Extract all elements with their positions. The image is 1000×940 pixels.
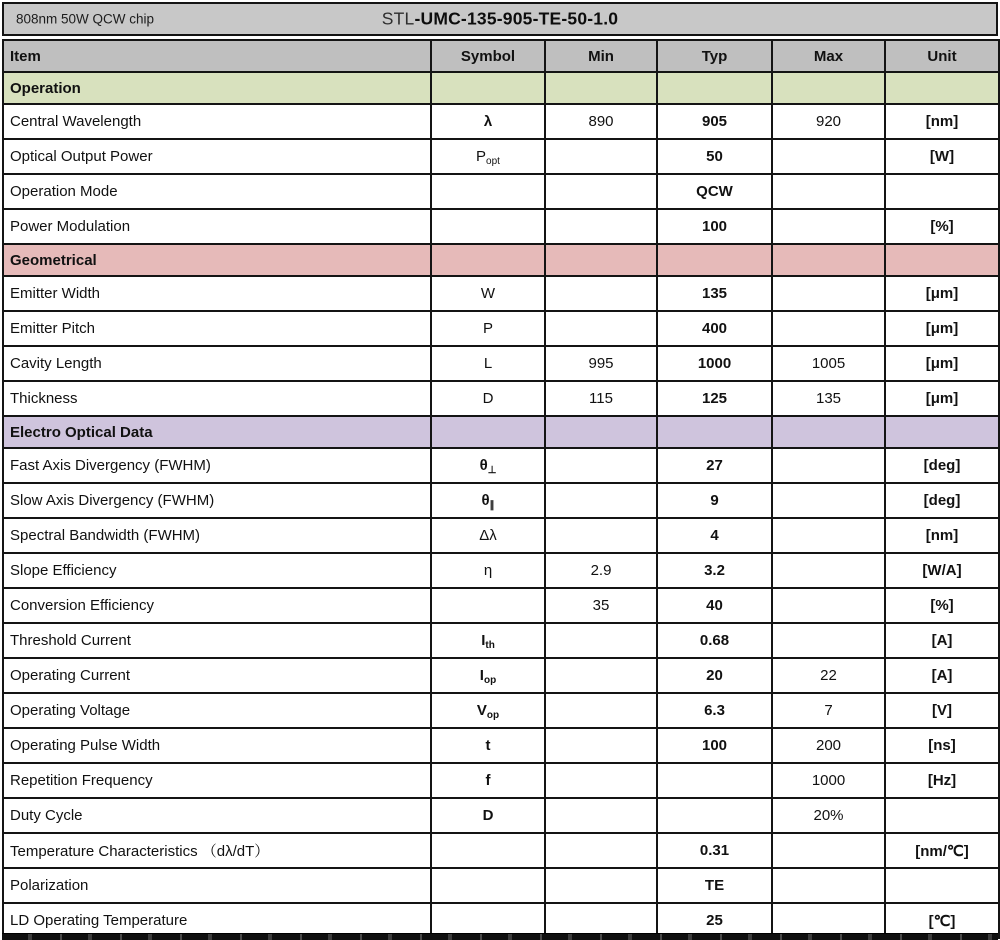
min-cell bbox=[545, 276, 657, 311]
min-cell bbox=[545, 483, 657, 518]
table-row bbox=[3, 553, 999, 588]
symbol-text: t bbox=[485, 737, 491, 754]
min-cell: 890 bbox=[545, 104, 657, 139]
model-suffix: -UMC-135-905-TE-50-1.0 bbox=[414, 8, 619, 29]
max-cell: 20% bbox=[772, 798, 885, 833]
min-cell bbox=[545, 833, 657, 868]
section-empty-cell bbox=[545, 244, 657, 276]
item-cell: LD Operating Temperature bbox=[3, 903, 431, 938]
unit-cell: [μm] bbox=[885, 381, 999, 416]
item-cell: Optical Output Power bbox=[3, 139, 431, 174]
section-empty-cell bbox=[657, 416, 772, 448]
min-cell: 115 bbox=[545, 381, 657, 416]
table-row bbox=[3, 448, 999, 483]
min-cell: 2.9 bbox=[545, 553, 657, 588]
max-cell: 22 bbox=[772, 658, 885, 693]
symbol-cell bbox=[431, 276, 545, 311]
table-row bbox=[3, 588, 999, 623]
unit-cell: [nm/℃] bbox=[885, 833, 999, 868]
table-row bbox=[3, 798, 999, 833]
symbol-cell bbox=[431, 553, 545, 588]
typ-cell: 0.31 bbox=[657, 833, 772, 868]
typ-cell: 50 bbox=[657, 139, 772, 174]
section-empty-cell bbox=[431, 72, 545, 104]
max-cell: 135 bbox=[772, 381, 885, 416]
section-empty-cell bbox=[772, 244, 885, 276]
symbol-text: $P_{opt}$ bbox=[476, 148, 500, 167]
unit-cell: [%] bbox=[885, 588, 999, 623]
column-header-min: Min bbox=[545, 40, 657, 72]
symbol-cell bbox=[431, 174, 545, 209]
section-row-electro bbox=[3, 416, 999, 448]
item-cell: Duty Cycle bbox=[3, 798, 431, 833]
symbol-text: $\theta_\perp$ bbox=[479, 457, 497, 476]
unit-cell: [μm] bbox=[885, 346, 999, 381]
item-cell: Thickness bbox=[3, 381, 431, 416]
table-row bbox=[3, 658, 999, 693]
typ-cell: 25 bbox=[657, 903, 772, 938]
symbol-text: Δλ bbox=[479, 527, 497, 544]
symbol-cell bbox=[431, 693, 545, 728]
max-cell bbox=[772, 448, 885, 483]
symbol-text: D bbox=[482, 390, 494, 407]
symbol-text: L bbox=[483, 355, 493, 372]
typ-cell: 125 bbox=[657, 381, 772, 416]
min-cell bbox=[545, 868, 657, 903]
symbol-cell bbox=[431, 104, 545, 139]
column-header-symbol: Symbol bbox=[431, 40, 545, 72]
symbol-cell bbox=[431, 381, 545, 416]
symbol-cell bbox=[431, 483, 545, 518]
typ-cell: 1000 bbox=[657, 346, 772, 381]
typ-cell: TE bbox=[657, 868, 772, 903]
section-empty-cell bbox=[772, 416, 885, 448]
spec-table-body bbox=[3, 72, 999, 938]
table-row bbox=[3, 174, 999, 209]
unit-cell: [%] bbox=[885, 209, 999, 244]
unit-cell: [ns] bbox=[885, 728, 999, 763]
section-empty-cell bbox=[772, 72, 885, 104]
section-title: Geometrical bbox=[3, 244, 431, 276]
item-cell: Cavity Length bbox=[3, 346, 431, 381]
item-cell: Polarization bbox=[3, 868, 431, 903]
section-empty-cell bbox=[657, 244, 772, 276]
unit-cell: [μm] bbox=[885, 276, 999, 311]
item-cell: Fast Axis Divergency (FWHM) bbox=[3, 448, 431, 483]
max-cell: 1000 bbox=[772, 763, 885, 798]
max-cell bbox=[772, 209, 885, 244]
min-cell bbox=[545, 798, 657, 833]
max-cell bbox=[772, 276, 885, 311]
typ-cell: 9 bbox=[657, 483, 772, 518]
table-row bbox=[3, 868, 999, 903]
typ-cell: QCW bbox=[657, 174, 772, 209]
column-header-max: Max bbox=[772, 40, 885, 72]
section-empty-cell bbox=[885, 416, 999, 448]
max-cell bbox=[772, 174, 885, 209]
section-row-operation bbox=[3, 72, 999, 104]
max-cell bbox=[772, 588, 885, 623]
typ-cell: 20 bbox=[657, 658, 772, 693]
symbol-cell bbox=[431, 623, 545, 658]
symbol-cell bbox=[431, 518, 545, 553]
unit-cell: [A] bbox=[885, 658, 999, 693]
unit-cell bbox=[885, 174, 999, 209]
unit-cell: [W] bbox=[885, 139, 999, 174]
unit-cell: [deg] bbox=[885, 448, 999, 483]
section-title: Electro Optical Data bbox=[3, 416, 431, 448]
item-cell: Temperature Characteristics （dλ/dT） bbox=[3, 833, 431, 868]
unit-cell: [℃] bbox=[885, 903, 999, 938]
table-row bbox=[3, 381, 999, 416]
unit-cell: [nm] bbox=[885, 104, 999, 139]
table-row bbox=[3, 346, 999, 381]
item-cell: Operating Current bbox=[3, 658, 431, 693]
typ-cell: 4 bbox=[657, 518, 772, 553]
min-cell bbox=[545, 728, 657, 763]
section-empty-cell bbox=[885, 244, 999, 276]
item-cell: Slow Axis Divergency (FWHM) bbox=[3, 483, 431, 518]
min-cell: 35 bbox=[545, 588, 657, 623]
min-cell bbox=[545, 623, 657, 658]
table-row bbox=[3, 518, 999, 553]
max-cell bbox=[772, 139, 885, 174]
item-cell: Slope Efficiency bbox=[3, 553, 431, 588]
symbol-text: λ bbox=[483, 113, 493, 130]
symbol-text: D bbox=[482, 807, 494, 824]
min-cell: 995 bbox=[545, 346, 657, 381]
symbol-text: η bbox=[483, 562, 493, 579]
symbol-cell bbox=[431, 311, 545, 346]
min-cell bbox=[545, 209, 657, 244]
max-cell bbox=[772, 483, 885, 518]
symbol-cell bbox=[431, 448, 545, 483]
unit-cell bbox=[885, 868, 999, 903]
max-cell bbox=[772, 833, 885, 868]
typ-cell: 27 bbox=[657, 448, 772, 483]
column-header-unit: Unit bbox=[885, 40, 999, 72]
section-row-geometrical bbox=[3, 244, 999, 276]
symbol-text: $I_{op}$ bbox=[479, 667, 497, 686]
symbol-cell bbox=[431, 868, 545, 903]
section-empty-cell bbox=[431, 244, 545, 276]
unit-cell: [A] bbox=[885, 623, 999, 658]
symbol-text: f bbox=[485, 772, 491, 789]
max-cell: 200 bbox=[772, 728, 885, 763]
item-cell: Threshold Current bbox=[3, 623, 431, 658]
table-row bbox=[3, 311, 999, 346]
typ-cell: 135 bbox=[657, 276, 772, 311]
unit-cell: [nm] bbox=[885, 518, 999, 553]
table-row bbox=[3, 623, 999, 658]
symbol-cell bbox=[431, 209, 545, 244]
unit-cell: [W/A] bbox=[885, 553, 999, 588]
chip-description-label: 808nm 50W QCW chip bbox=[16, 11, 155, 27]
title-bar bbox=[2, 2, 998, 36]
typ-cell: 100 bbox=[657, 209, 772, 244]
symbol-cell bbox=[431, 833, 545, 868]
model-number bbox=[4, 9, 996, 30]
min-cell bbox=[545, 658, 657, 693]
item-cell: Spectral Bandwidth (FWHM) bbox=[3, 518, 431, 553]
unit-cell: [Hz] bbox=[885, 763, 999, 798]
typ-cell: 400 bbox=[657, 311, 772, 346]
item-cell: Operating Voltage bbox=[3, 693, 431, 728]
max-cell bbox=[772, 553, 885, 588]
typ-cell: 905 bbox=[657, 104, 772, 139]
typ-cell: 6.3 bbox=[657, 693, 772, 728]
model-prefix: STL bbox=[381, 8, 415, 29]
table-row bbox=[3, 276, 999, 311]
item-cell: Repetition Frequency bbox=[3, 763, 431, 798]
symbol-text: $\theta_\parallel$ bbox=[481, 492, 495, 511]
typ-cell: 40 bbox=[657, 588, 772, 623]
table-row bbox=[3, 763, 999, 798]
section-empty-cell bbox=[545, 72, 657, 104]
item-cell: Conversion Efficiency bbox=[3, 588, 431, 623]
table-row bbox=[3, 139, 999, 174]
unit-cell: [μm] bbox=[885, 311, 999, 346]
column-header-typ: Typ bbox=[657, 40, 772, 72]
typ-cell: 3.2 bbox=[657, 553, 772, 588]
max-cell bbox=[772, 518, 885, 553]
symbol-cell bbox=[431, 763, 545, 798]
symbol-text: P bbox=[482, 320, 493, 337]
symbol-cell bbox=[431, 139, 545, 174]
symbol-text: $I_{th}$ bbox=[481, 632, 495, 651]
typ-cell bbox=[657, 798, 772, 833]
section-empty-cell bbox=[431, 416, 545, 448]
typ-cell: 0.68 bbox=[657, 623, 772, 658]
spec-table bbox=[2, 39, 1000, 939]
symbol-cell bbox=[431, 728, 545, 763]
max-cell bbox=[772, 311, 885, 346]
item-cell: Operation Mode bbox=[3, 174, 431, 209]
section-empty-cell bbox=[657, 72, 772, 104]
unit-cell: [V] bbox=[885, 693, 999, 728]
max-cell: 7 bbox=[772, 693, 885, 728]
max-cell: 1005 bbox=[772, 346, 885, 381]
min-cell bbox=[545, 763, 657, 798]
min-cell bbox=[545, 518, 657, 553]
min-cell bbox=[545, 448, 657, 483]
unit-cell bbox=[885, 798, 999, 833]
item-cell: Emitter Width bbox=[3, 276, 431, 311]
table-row bbox=[3, 693, 999, 728]
table-row bbox=[3, 728, 999, 763]
cutoff-next-row bbox=[2, 933, 998, 940]
symbol-text: $V_{op}$ bbox=[476, 702, 500, 721]
table-row bbox=[3, 483, 999, 518]
symbol-cell bbox=[431, 798, 545, 833]
symbol-cell bbox=[431, 346, 545, 381]
item-cell: Central Wavelength bbox=[3, 104, 431, 139]
min-cell bbox=[545, 693, 657, 728]
header-row bbox=[3, 40, 999, 72]
max-cell bbox=[772, 868, 885, 903]
section-empty-cell bbox=[885, 72, 999, 104]
symbol-cell bbox=[431, 658, 545, 693]
unit-cell: [deg] bbox=[885, 483, 999, 518]
section-empty-cell bbox=[545, 416, 657, 448]
min-cell bbox=[545, 174, 657, 209]
item-cell: Operating Pulse Width bbox=[3, 728, 431, 763]
min-cell bbox=[545, 311, 657, 346]
symbol-cell bbox=[431, 588, 545, 623]
typ-cell: 100 bbox=[657, 728, 772, 763]
column-header-item: Item bbox=[3, 40, 431, 72]
table-row bbox=[3, 209, 999, 244]
symbol-text: W bbox=[480, 285, 496, 302]
max-cell: 920 bbox=[772, 104, 885, 139]
typ-cell bbox=[657, 763, 772, 798]
table-row bbox=[3, 833, 999, 868]
min-cell bbox=[545, 139, 657, 174]
item-cell: Power Modulation bbox=[3, 209, 431, 244]
max-cell bbox=[772, 623, 885, 658]
section-title: Operation bbox=[3, 72, 431, 104]
item-cell: Emitter Pitch bbox=[3, 311, 431, 346]
table-row bbox=[3, 104, 999, 139]
